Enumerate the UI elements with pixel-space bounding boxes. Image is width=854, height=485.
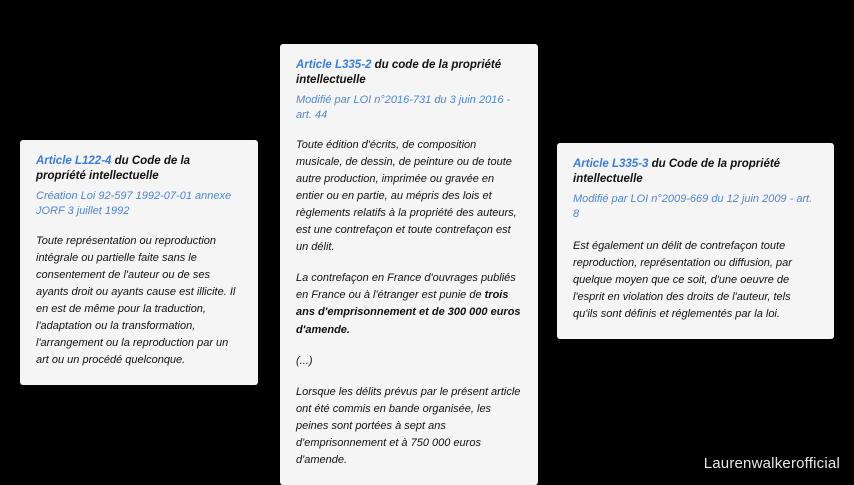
- article-heading: [573, 157, 818, 187]
- watermark: Laurenwalkerofficial: [703, 455, 840, 472]
- article-heading-rest: du Code de la propriété intellectuelle: [36, 155, 191, 183]
- article-paragraph: Toute édition d'écrits, de composition musicale, de dessin, de peinture ou de toute autre production, imprimée ou gravée en entier ou en partie, au mépris des lois et règlements relatifs à la propriété des auteurs, est une contrefaçon et toute contrefaçon est un délit.: [296, 139, 517, 254]
- article-heading: [36, 154, 242, 184]
- article-paragraph-penalty: [296, 270, 522, 338]
- article-paragraph: Lorsque les délits prévus par le présent article ont été commis en bande organisée, les peines sont portées à sept ans d'emprisonnement et à 750 000 euros d'amende.: [296, 385, 521, 466]
- article-body: [36, 233, 242, 369]
- article-heading: [296, 58, 522, 88]
- article-reference: Article L122-4: [36, 155, 112, 167]
- article-paragraph: Est également un délit de contrefaçon toute reproduction, représentation ou diffusion, par quelque moyen que ce soit, d'une oeuvre de l'esprit en violation des droits de l'auteur, tels qu'ils sont définis et réglementés par la loi.: [573, 240, 792, 321]
- article-paragraph: Toute représentation ou reproduction intégrale ou partielle faite sans le consentement de l'auteur ou de ses ayants droit ou ayants cause est illicite. Il en est de même pour la traduction, l'adaptation ou la transformation, l'arrangement ou la reproduction par un art ou un procédé quelconque.: [36, 235, 236, 367]
- article-heading-rest: du code de la propriété intellectuelle: [296, 59, 502, 87]
- article-card-l335-2: [280, 44, 538, 485]
- article-reference: Article L335-3: [573, 158, 649, 170]
- article-card-l335-3: [557, 143, 834, 339]
- article-reference: Article L335-2: [296, 59, 372, 71]
- article-subtitle: Modifié par LOI n°2016-731 du 3 juin 2016 - art. 44: [296, 94, 511, 122]
- article-card-l122-4: [20, 140, 258, 385]
- article-body: [573, 238, 818, 323]
- penalty-text-before: La contrefaçon en France d'ouvrages publiés en France ou à l'étranger est punie de: [296, 272, 516, 302]
- article-heading-rest: du Code de la propriété intellectuelle: [573, 158, 781, 186]
- penalty-text-bold: trois ans d'emprisonnement et de 300 000 euros d'amende.: [296, 289, 521, 336]
- article-subtitle: Création Loi 92-597 1992-07-01 annexe JORF 3 juillet 1992: [36, 190, 232, 218]
- article-body: [296, 137, 522, 469]
- article-paragraph-ellipsis: (...): [296, 354, 313, 367]
- article-subtitle: Modifié par LOI n°2009-669 du 12 juin 2009 - art. 8: [573, 193, 813, 221]
